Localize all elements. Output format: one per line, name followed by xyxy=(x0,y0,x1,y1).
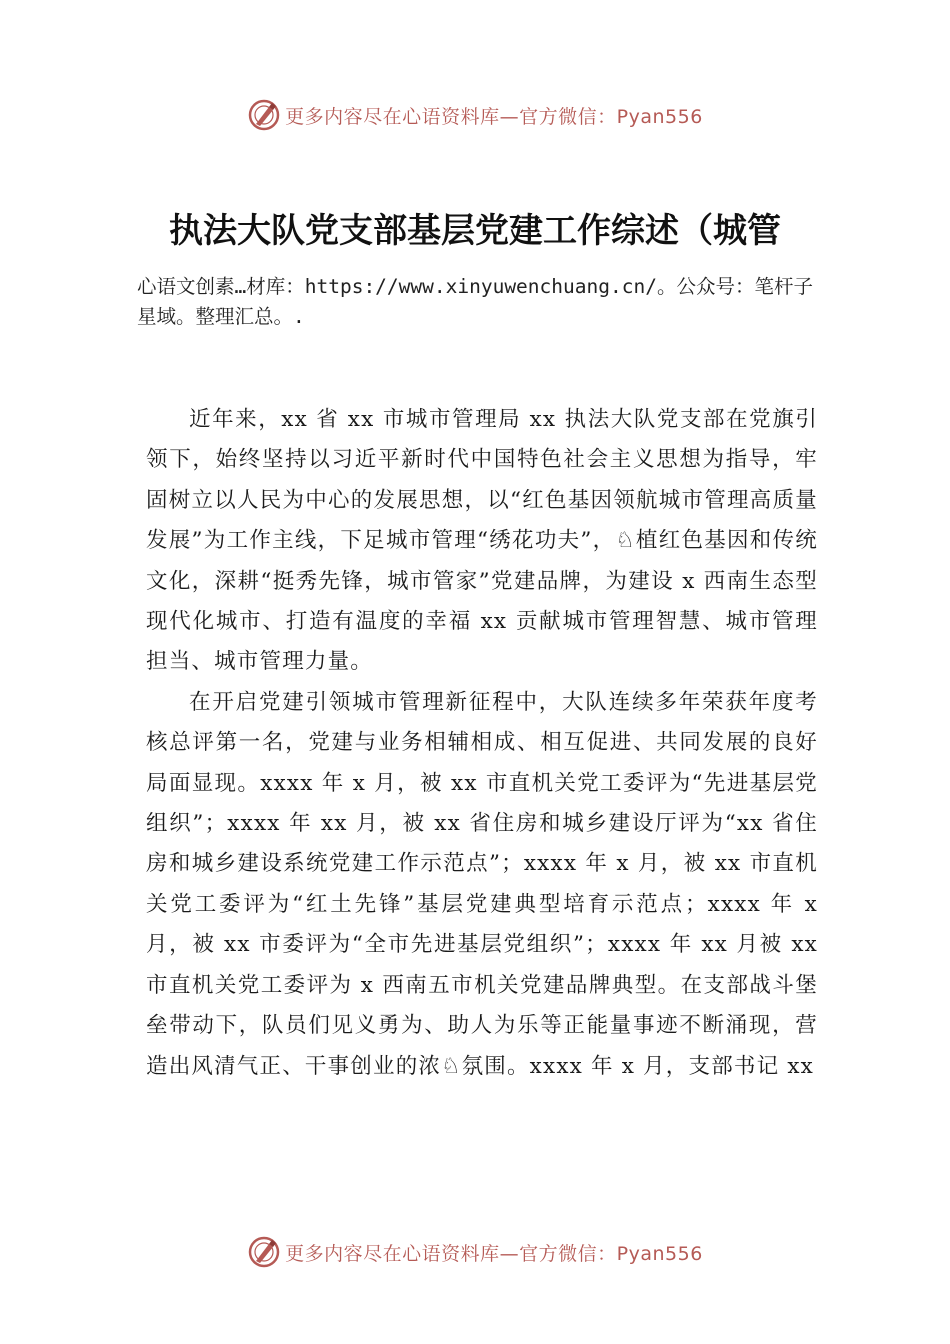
document-subtitle: 心语文创素…材库：https://www.xinyuwenchuang.cn/。公众号：笔杆子星域。整理汇总。. xyxy=(137,275,813,328)
watermark-text: 更多内容尽在心语资料库—官方微信：Pyan556 xyxy=(285,1242,703,1265)
paragraph: 近年来，xx 省 xx 市城市管理局 xx 执法大队党支部在党旗引领下，始终坚持以习近平新时代中国特色社会主义思想为指导，牢固树立以人民为中心的发展思想，以“红色基因领航城市管理高质量发展”为工作主线，下足城市管理“绣花功夫”，♘植红色基因和传统文化，深耕“挺秀先锋，城市管家”党建品牌，为建设 x 西南生态型现代化城市、打造有温度的幸福 xx 贡献城市管理智慧、城市管理担当、城市管理力量。 xyxy=(146,407,818,675)
watermark-banner-bottom xyxy=(0,1232,950,1272)
fountain-pen-seal-icon xyxy=(247,98,281,132)
watermark-text: 更多内容尽在心语资料库—官方微信：Pyan556 xyxy=(285,105,703,128)
watermark-banner-top xyxy=(0,95,950,135)
document-title: 执法大队党支部基层党建工作综述（城管 xyxy=(169,211,781,251)
fountain-pen-seal-icon xyxy=(247,1235,281,1269)
document-body xyxy=(146,400,818,1087)
paragraph: 在开启党建引领城市管理新征程中，大队连续多年荣获年度考核总评第一名，党建与业务相辅相成、相互促进、共同发展的良好局面显现。xxxx 年 x 月，被 xx 市直机关党工委评为“先进基层党组织”；xxxx 年 xx 月，被 xx 省住房和城乡建设厅评为“xx 省住房和城乡建设系统党建工作示范点”；xxxx 年 x 月，被 xx 市直机关党工委评为“红土先锋”基层党建典型培育示范点；xxxx 年 x 月，被 xx 市委评为“全市先进基层党组织”；xxxx 年 xx 月被 xx 市直机关党工委评为 x 西南五市机关党建品牌典型。在支部战斗堡垒带动下，队员们见义勇为、助人为乐等正能量事迹不断涌现，营造出风清气正、干事创业的浓♘氛围。xxxx 年 x 月，支部书记 xx xyxy=(146,689,818,1079)
